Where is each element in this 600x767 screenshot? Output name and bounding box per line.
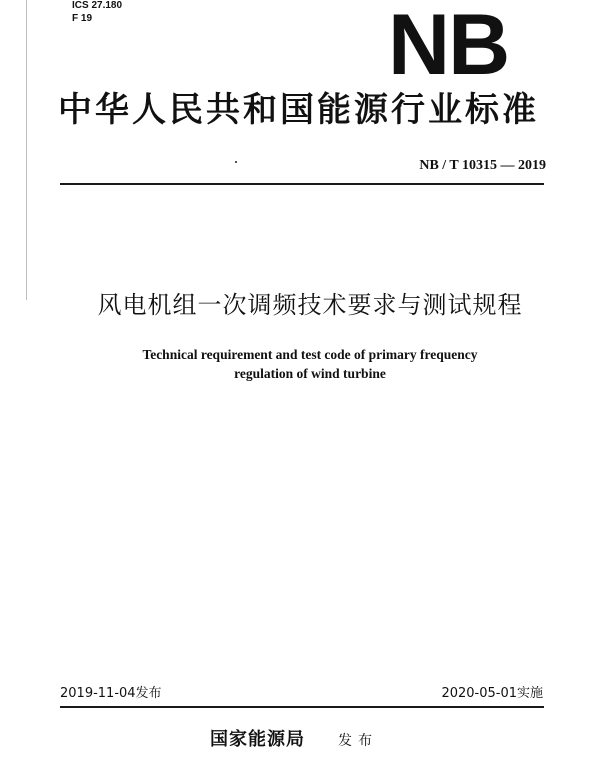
top-divider xyxy=(60,183,544,185)
bottom-divider xyxy=(60,706,544,708)
standard-number: NB / T 10315 — 2019 xyxy=(419,158,546,173)
publisher-name: 国家能源局 xyxy=(210,729,305,750)
nb-logo: NB xyxy=(388,0,509,93)
english-title-line-2: regulation of wind turbine xyxy=(234,366,386,381)
issue-date: 2019-11-04发布 xyxy=(60,686,162,701)
scan-margin-line xyxy=(26,0,27,300)
ics-code: ICS 27.180 xyxy=(72,0,123,11)
document-title-chinese: 风电机组一次调频技术要求与测试规程 xyxy=(97,291,523,319)
document-title-english xyxy=(40,345,580,383)
english-title-line-1: Technical requirement and test code of primary frequency xyxy=(142,347,478,362)
standard-category-heading: 中华人民共和国能源行业标准 xyxy=(58,90,539,130)
scan-speck xyxy=(235,161,237,163)
effective-date: 2020-05-01实施 xyxy=(441,686,543,701)
publish-label: 发布 xyxy=(338,733,378,749)
classification-code: F 19 xyxy=(72,13,93,24)
